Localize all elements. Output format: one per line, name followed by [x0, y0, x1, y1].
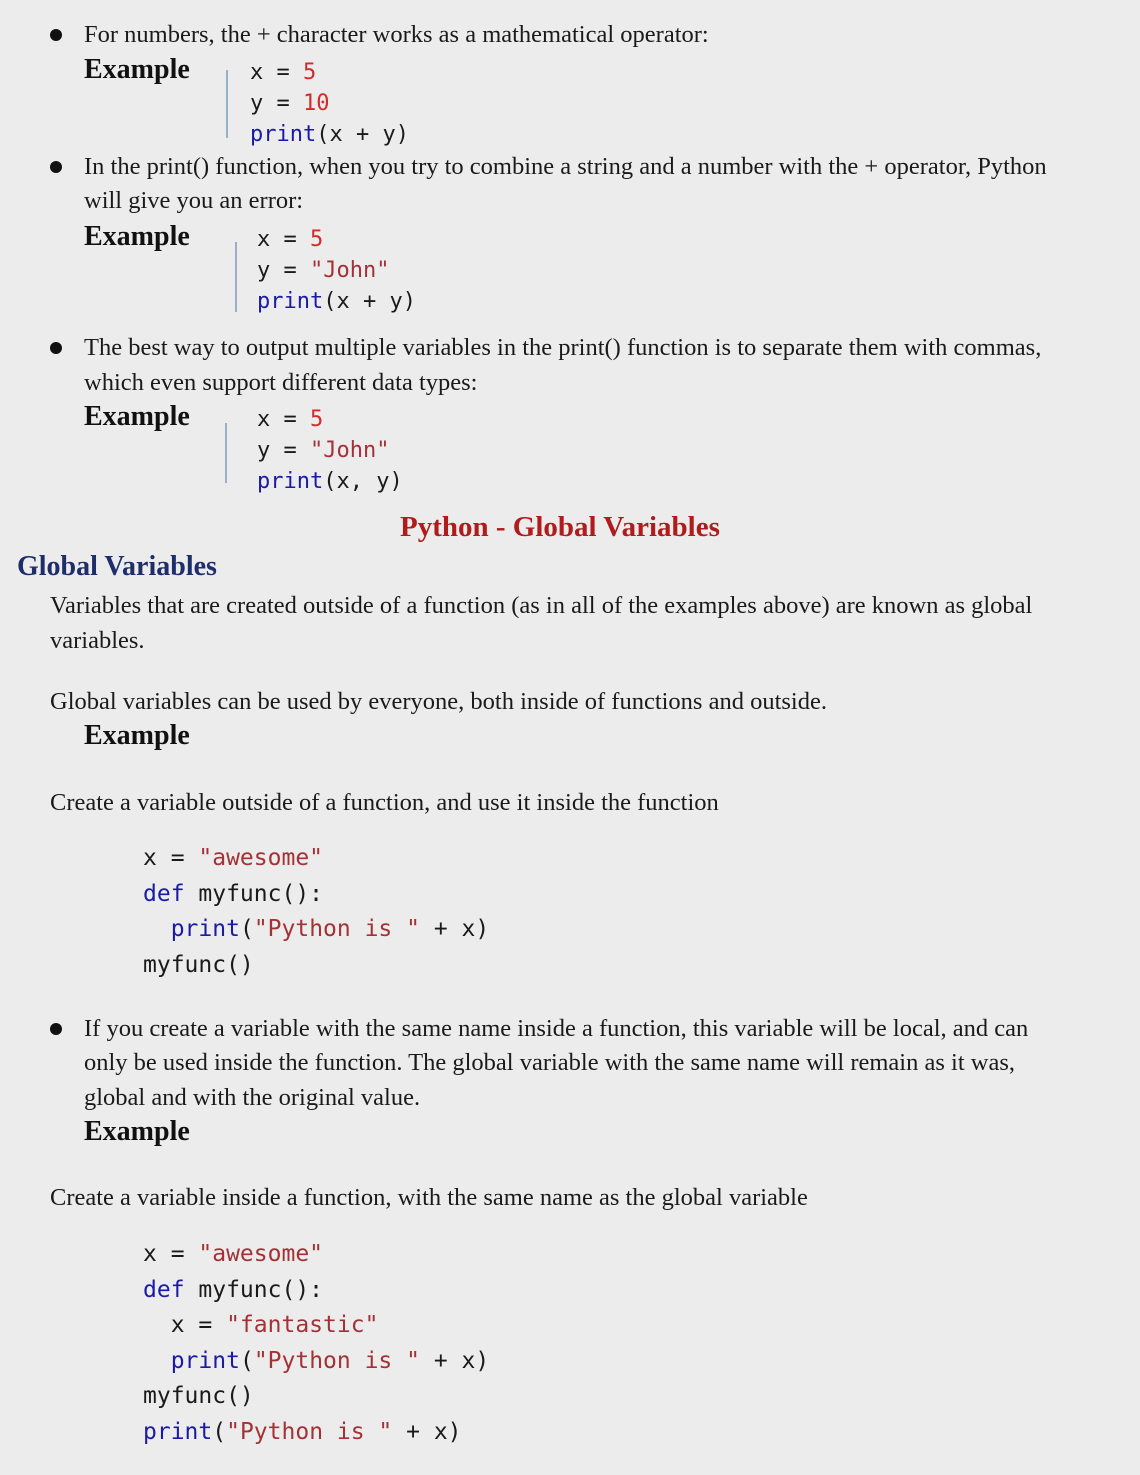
example-label: Example — [84, 54, 190, 85]
code-divider — [226, 70, 228, 138]
code-line: print(x, y) — [257, 469, 403, 494]
code-line: myfunc() — [143, 951, 254, 978]
bullet-text: For numbers, the + character works as a mathematical operator: — [84, 21, 709, 48]
bullet-marker — [50, 1023, 62, 1035]
example-label: Example — [84, 1116, 190, 1147]
code-line: print(x + y) — [257, 289, 416, 314]
code-line: x = 5 — [250, 60, 317, 85]
example-label: Example — [84, 221, 190, 252]
section-heading: Global Variables — [17, 551, 217, 582]
code-line: y = "John" — [257, 258, 390, 283]
code-block — [143, 841, 489, 983]
bullet-text: The best way to output multiple variables in the print() function is to separate them with commas, — [84, 334, 1042, 361]
paragraph: Variables that are created outside of a function (as in all of the examples above) are known as global — [50, 592, 1033, 619]
paragraph: variables. — [50, 627, 145, 654]
code-line: print("Python is " + x) — [170, 916, 490, 942]
code-line: print(x + y) — [250, 122, 409, 147]
code-divider — [225, 423, 227, 483]
code-line: def myfunc(): — [143, 880, 324, 907]
bullet-marker — [50, 342, 62, 354]
bullet-text: In the print() function, when you try to combine a string and a number with the + operator, Python — [84, 153, 1047, 180]
code-line: myfunc() — [143, 1383, 254, 1409]
code-block — [250, 57, 409, 150]
code-line: x = "awesome" — [143, 845, 324, 871]
code-line: def myfunc(): — [143, 1276, 324, 1303]
code-line: y = "John" — [257, 438, 390, 463]
example-caption: Create a variable inside a function, with the same name as the global variable — [50, 1184, 808, 1211]
code-line: x = 5 — [257, 407, 324, 432]
code-block — [143, 1237, 489, 1450]
code-line: x = "fantastic" — [143, 1312, 379, 1338]
bullet-text: will give you an error: — [84, 187, 304, 214]
page-title: Python - Global Variables — [400, 511, 720, 543]
bullet-text: only be used inside the function. The global variable with the same name will remain as it was, — [84, 1049, 1015, 1076]
code-block — [257, 404, 403, 497]
paragraph: Global variables can be used by everyone, both inside of functions and outside. — [50, 688, 827, 715]
code-line: y = 10 — [250, 91, 330, 116]
example-caption: Create a variable outside of a function, and use it inside the function — [50, 789, 719, 816]
code-line: print("Python is " + x) — [170, 1347, 490, 1374]
bullet-marker — [50, 29, 62, 41]
example-label: Example — [84, 401, 190, 432]
bullet-text: If you create a variable with the same name inside a function, this variable will be local, and can — [84, 1015, 1029, 1042]
bullet-text: global and with the original value. — [84, 1084, 421, 1111]
bullet-text: which even support different data types: — [84, 369, 478, 396]
bullet-marker — [50, 161, 62, 173]
code-block — [257, 224, 416, 317]
code-line: print("Python is " + x) — [143, 1418, 462, 1445]
example-label: Example — [84, 720, 190, 751]
code-line: x = "awesome" — [143, 1241, 324, 1267]
code-divider — [235, 242, 237, 312]
code-line: x = 5 — [257, 227, 324, 252]
